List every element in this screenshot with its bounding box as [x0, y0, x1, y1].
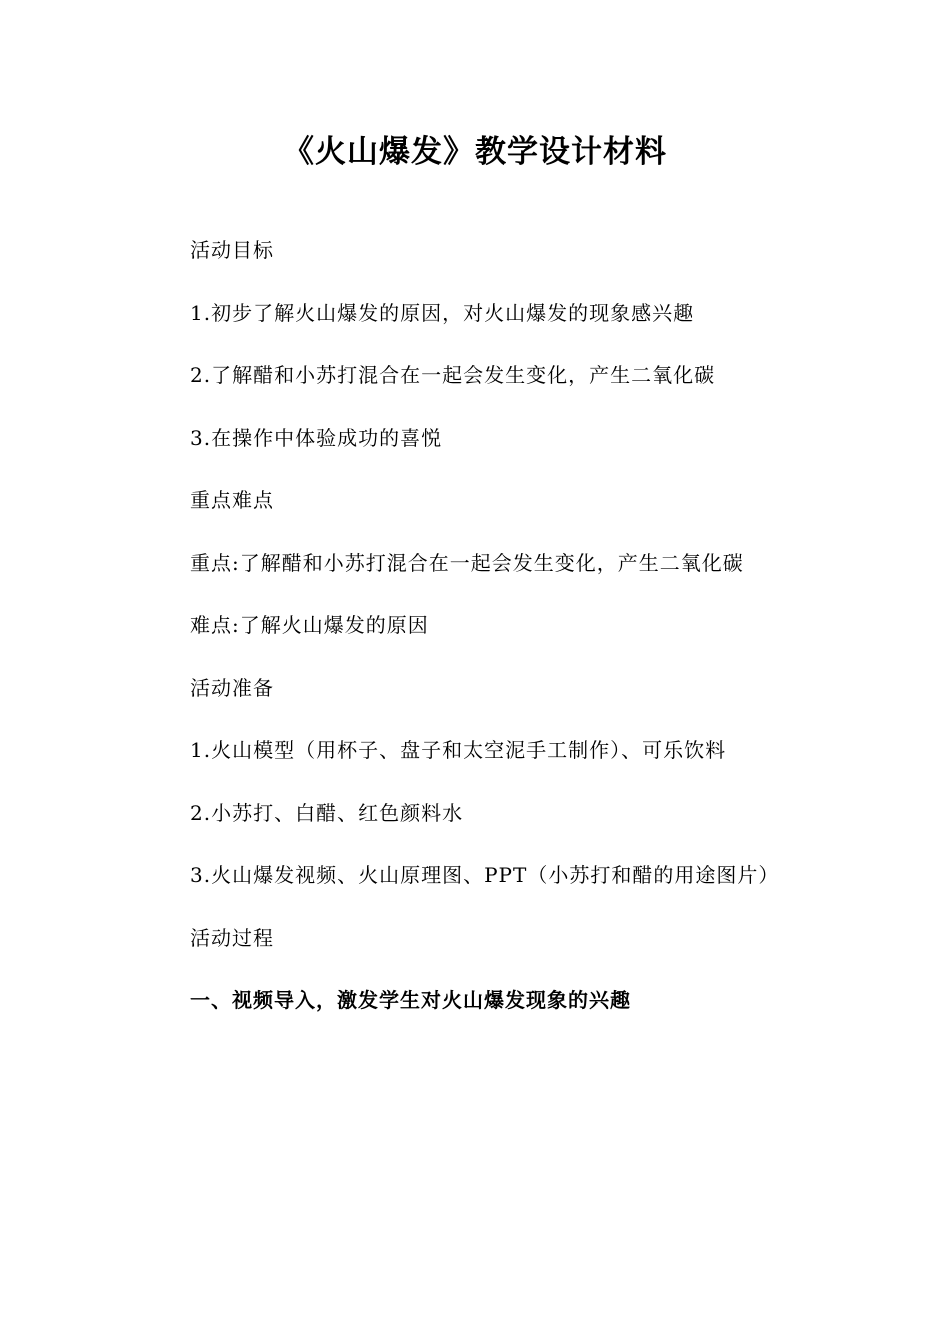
process-step-1-heading: 一、视频导入，激发学生对火山爆发现象的兴趣 — [190, 988, 631, 1012]
preparation-item-2: 2.小苏打、白醋、红色颜料水 — [190, 800, 464, 825]
section-heading-process: 活动过程 — [190, 925, 274, 950]
document-body — [190, 236, 870, 1049]
preparation-item-1: 1.火山模型（用杯子、盘子和太空泥手工制作）、可乐饮料 — [190, 738, 727, 762]
goal-item-3: 3.在操作中体验成功的喜悦 — [190, 425, 443, 450]
section-heading-key-points: 重点难点 — [190, 488, 274, 512]
section-heading-activity-goals: 活动目标 — [190, 238, 274, 262]
goal-item-1: 1.初步了解火山爆发的原因，对火山爆发的现象感兴趣 — [190, 300, 695, 325]
section-heading-preparation: 活动准备 — [190, 675, 274, 700]
difficulty-line: 难点:了解火山爆发的原因 — [190, 613, 429, 637]
document-title: 《火山爆发》教学设计材料 — [283, 134, 667, 170]
preparation-item-3: 3.火山爆发视频、火山原理图、PPT（小苏打和醋的用途图片） — [190, 863, 780, 887]
key-point-line: 重点:了解醋和小苏打混合在一起会发生变化，产生二氧化碳 — [190, 550, 744, 575]
goal-item-2: 2.了解醋和小苏打混合在一起会发生变化，产生二氧化碳 — [190, 363, 716, 387]
